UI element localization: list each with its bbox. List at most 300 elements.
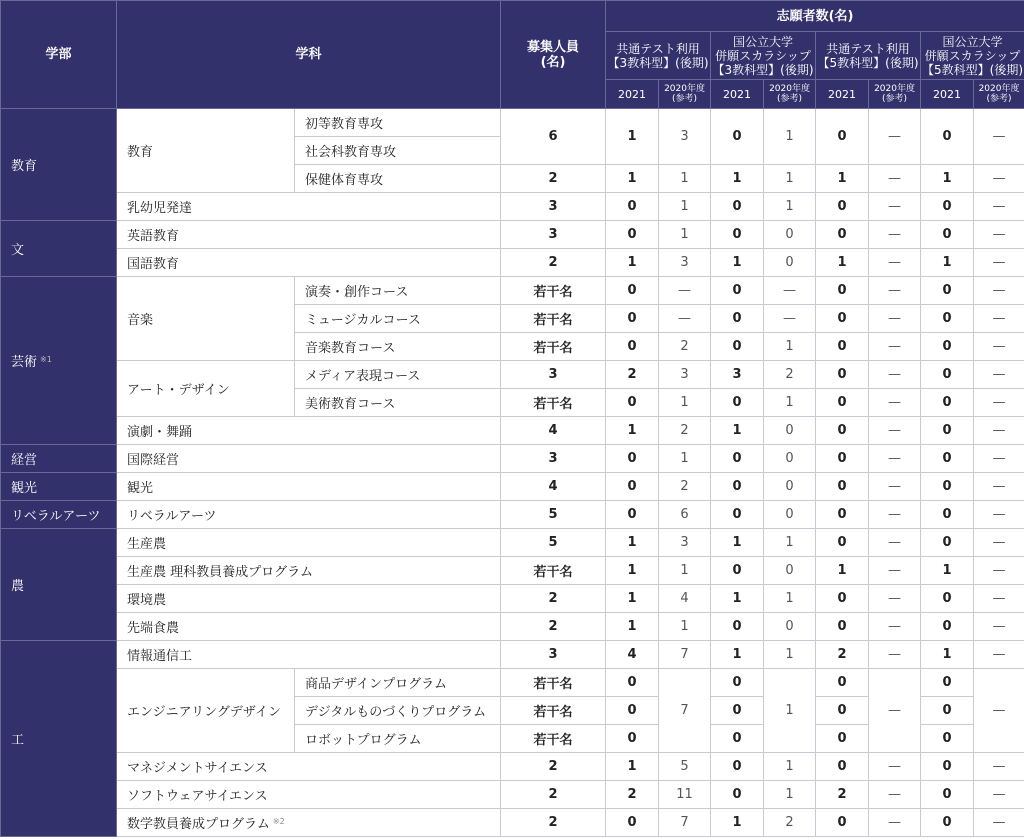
value-cell: — bbox=[764, 305, 816, 333]
sub-cell: 社会科教育専攻 bbox=[295, 137, 501, 165]
value-cell: 0 bbox=[921, 109, 974, 165]
value-cell: 0 bbox=[711, 557, 764, 585]
value-cell: 1 bbox=[764, 165, 816, 193]
capacity-cell: 3 bbox=[501, 445, 606, 473]
value-cell: 0 bbox=[606, 305, 659, 333]
capacity-cell: 5 bbox=[501, 529, 606, 557]
header-capacity-line2: (名) bbox=[540, 54, 566, 70]
capacity-cell: 若干名 bbox=[501, 277, 606, 305]
value-cell: 7 bbox=[659, 669, 711, 753]
faculty-cell: 農 bbox=[1, 529, 117, 641]
table-row bbox=[1, 613, 1024, 641]
value-cell: — bbox=[869, 501, 921, 529]
header-group-common-test-5 bbox=[816, 32, 921, 80]
value-cell: — bbox=[974, 473, 1024, 501]
year-prev-line2: (参考) bbox=[882, 94, 908, 104]
table-row bbox=[1, 557, 1024, 585]
value-cell: — bbox=[869, 361, 921, 389]
year-prev-line2: (参考) bbox=[672, 94, 698, 104]
department-cell: 乳幼児発達 bbox=[117, 193, 501, 221]
capacity-cell: 若干名 bbox=[501, 333, 606, 361]
department-cell: ソフトウェアサイエンス bbox=[117, 781, 501, 809]
value-cell: 3 bbox=[659, 361, 711, 389]
value-cell: 0 bbox=[921, 781, 974, 809]
value-cell: 0 bbox=[606, 473, 659, 501]
value-cell: 2 bbox=[659, 417, 711, 445]
value-cell: 0 bbox=[816, 305, 869, 333]
department-cell: 教育 bbox=[117, 109, 295, 193]
value-cell: 0 bbox=[711, 473, 764, 501]
table-row bbox=[1, 529, 1024, 557]
value-cell: 1 bbox=[606, 613, 659, 641]
value-cell: 0 bbox=[606, 445, 659, 473]
table-row bbox=[1, 221, 1024, 249]
value-cell: 0 bbox=[816, 361, 869, 389]
value-cell: 0 bbox=[711, 697, 764, 725]
value-cell: — bbox=[974, 109, 1024, 165]
group-line2: 【3教科型】(後期) bbox=[607, 55, 709, 70]
value-cell: — bbox=[869, 781, 921, 809]
faculty-cell: リベラルアーツ bbox=[1, 501, 117, 529]
value-cell: 2 bbox=[816, 641, 869, 669]
capacity-cell: 2 bbox=[501, 249, 606, 277]
value-cell: 1 bbox=[659, 557, 711, 585]
group-line1: 共通テスト利用 bbox=[826, 41, 910, 56]
value-cell: — bbox=[974, 277, 1024, 305]
sub-cell: 商品デザインプログラム bbox=[295, 669, 501, 697]
value-cell: — bbox=[974, 333, 1024, 361]
table-row bbox=[1, 445, 1024, 473]
value-cell: — bbox=[869, 473, 921, 501]
value-cell: 0 bbox=[711, 669, 764, 697]
value-cell: 1 bbox=[659, 445, 711, 473]
faculty-cell: 観光 bbox=[1, 473, 117, 501]
value-cell: 3 bbox=[659, 249, 711, 277]
year-prev-line2: (参考) bbox=[986, 94, 1012, 104]
value-cell: — bbox=[974, 193, 1024, 221]
department-cell: 国際経営 bbox=[117, 445, 501, 473]
value-cell: — bbox=[869, 417, 921, 445]
value-cell: 0 bbox=[711, 725, 764, 753]
year-prev-line1: 2020年度 bbox=[769, 84, 810, 94]
header-group-scholarship-3 bbox=[711, 32, 816, 80]
value-cell: 1 bbox=[606, 585, 659, 613]
value-cell: 2 bbox=[606, 781, 659, 809]
header-year-2020 bbox=[869, 80, 921, 109]
value-cell: 0 bbox=[921, 613, 974, 641]
value-cell: 1 bbox=[711, 809, 764, 837]
capacity-cell: 3 bbox=[501, 361, 606, 389]
value-cell: — bbox=[974, 529, 1024, 557]
table-row bbox=[1, 277, 1024, 305]
department-cell: リベラルアーツ bbox=[117, 501, 501, 529]
value-cell: 1 bbox=[606, 529, 659, 557]
value-cell: 0 bbox=[711, 445, 764, 473]
value-cell: 0 bbox=[816, 725, 869, 753]
capacity-cell: 4 bbox=[501, 473, 606, 501]
value-cell: 1 bbox=[659, 389, 711, 417]
value-cell: 1 bbox=[921, 249, 974, 277]
value-cell: 0 bbox=[921, 669, 974, 697]
value-cell: 0 bbox=[606, 333, 659, 361]
value-cell: — bbox=[974, 669, 1024, 753]
value-cell: 0 bbox=[921, 445, 974, 473]
sub-cell: 演奏・創作コース bbox=[295, 277, 501, 305]
sub-cell: ミュージカルコース bbox=[295, 305, 501, 333]
value-cell: 0 bbox=[711, 389, 764, 417]
year-prev-line1: 2020年度 bbox=[664, 84, 705, 94]
footnote-mark: ※1 bbox=[40, 355, 52, 364]
value-cell: 1 bbox=[606, 557, 659, 585]
capacity-cell: 5 bbox=[501, 501, 606, 529]
value-cell: 1 bbox=[764, 109, 816, 165]
faculty-cell: 文 bbox=[1, 221, 117, 277]
value-cell: 0 bbox=[921, 417, 974, 445]
header-group-scholarship-5 bbox=[921, 32, 1024, 80]
value-cell: 0 bbox=[816, 753, 869, 781]
department-cell: 観光 bbox=[117, 473, 501, 501]
value-cell: — bbox=[869, 641, 921, 669]
value-cell: 0 bbox=[921, 753, 974, 781]
department-cell: アート・デザイン bbox=[117, 361, 295, 417]
department-cell: 環境農 bbox=[117, 585, 501, 613]
value-cell: 0 bbox=[711, 333, 764, 361]
department-cell: 先端食農 bbox=[117, 613, 501, 641]
value-cell: 0 bbox=[816, 445, 869, 473]
value-cell: — bbox=[974, 501, 1024, 529]
capacity-cell: 若干名 bbox=[501, 557, 606, 585]
value-cell: 6 bbox=[659, 501, 711, 529]
value-cell: 1 bbox=[764, 641, 816, 669]
value-cell: 0 bbox=[606, 221, 659, 249]
department-cell: 演劇・舞踊 bbox=[117, 417, 501, 445]
department-cell: 国語教育 bbox=[117, 249, 501, 277]
value-cell: 4 bbox=[659, 585, 711, 613]
value-cell: 1 bbox=[711, 585, 764, 613]
value-cell: 0 bbox=[764, 613, 816, 641]
table-row bbox=[1, 109, 1024, 137]
value-cell: — bbox=[974, 585, 1024, 613]
capacity-cell: 2 bbox=[501, 165, 606, 193]
value-cell: 7 bbox=[659, 641, 711, 669]
value-cell: 1 bbox=[711, 529, 764, 557]
value-cell: 0 bbox=[711, 613, 764, 641]
value-cell: 0 bbox=[816, 333, 869, 361]
value-cell: 0 bbox=[711, 221, 764, 249]
value-cell: 0 bbox=[764, 221, 816, 249]
value-cell: 0 bbox=[921, 529, 974, 557]
value-cell: 0 bbox=[921, 697, 974, 725]
value-cell: 4 bbox=[606, 641, 659, 669]
capacity-cell: 若干名 bbox=[501, 305, 606, 333]
table-row bbox=[1, 781, 1024, 809]
value-cell: 7 bbox=[659, 809, 711, 837]
value-cell: 0 bbox=[921, 361, 974, 389]
group-line1: 共通テスト利用 bbox=[616, 41, 700, 56]
value-cell: 2 bbox=[764, 809, 816, 837]
value-cell: 0 bbox=[816, 529, 869, 557]
header-year-2021: 2021 bbox=[921, 80, 974, 109]
value-cell: 0 bbox=[921, 305, 974, 333]
value-cell: — bbox=[764, 277, 816, 305]
sub-cell: デジタルものづくりプログラム bbox=[295, 697, 501, 725]
value-cell: 11 bbox=[659, 781, 711, 809]
value-cell: 1 bbox=[606, 417, 659, 445]
value-cell: 1 bbox=[711, 165, 764, 193]
value-cell: 0 bbox=[816, 221, 869, 249]
capacity-cell: 3 bbox=[501, 221, 606, 249]
value-cell: — bbox=[869, 753, 921, 781]
value-cell: 0 bbox=[764, 417, 816, 445]
value-cell: 0 bbox=[711, 305, 764, 333]
value-cell: 2 bbox=[659, 333, 711, 361]
value-cell: — bbox=[974, 361, 1024, 389]
value-cell: 0 bbox=[606, 193, 659, 221]
value-cell: 0 bbox=[921, 221, 974, 249]
capacity-cell: 2 bbox=[501, 613, 606, 641]
value-cell: — bbox=[974, 249, 1024, 277]
faculty-cell: 工 bbox=[1, 641, 117, 837]
value-cell: — bbox=[974, 613, 1024, 641]
value-cell: 0 bbox=[764, 445, 816, 473]
value-cell: — bbox=[869, 389, 921, 417]
value-cell: — bbox=[869, 613, 921, 641]
capacity-cell: 若干名 bbox=[501, 669, 606, 697]
group-line3: 【3教科型】(後期) bbox=[712, 62, 814, 77]
faculty-cell: 経営 bbox=[1, 445, 117, 473]
value-cell: 1 bbox=[921, 641, 974, 669]
sub-cell: 美術教育コース bbox=[295, 389, 501, 417]
value-cell: — bbox=[869, 249, 921, 277]
value-cell: 0 bbox=[816, 417, 869, 445]
value-cell: — bbox=[869, 277, 921, 305]
value-cell: — bbox=[974, 557, 1024, 585]
header-year-2020 bbox=[659, 80, 711, 109]
table-row bbox=[1, 753, 1024, 781]
value-cell: — bbox=[974, 781, 1024, 809]
year-prev-line2: (参考) bbox=[777, 94, 803, 104]
value-cell: 3 bbox=[659, 109, 711, 165]
group-line2: 【5教科型】(後期) bbox=[817, 55, 919, 70]
value-cell: 0 bbox=[921, 389, 974, 417]
table-row bbox=[1, 501, 1024, 529]
value-cell: 0 bbox=[764, 473, 816, 501]
value-cell: 1 bbox=[659, 613, 711, 641]
value-cell: 1 bbox=[606, 165, 659, 193]
table-row bbox=[1, 641, 1024, 669]
sub-cell: 音楽教育コース bbox=[295, 333, 501, 361]
capacity-cell: 若干名 bbox=[501, 725, 606, 753]
value-cell: 0 bbox=[921, 277, 974, 305]
value-cell: 1 bbox=[764, 529, 816, 557]
value-cell: 1 bbox=[711, 249, 764, 277]
capacity-cell: 2 bbox=[501, 809, 606, 837]
value-cell: 0 bbox=[921, 473, 974, 501]
value-cell: 0 bbox=[921, 809, 974, 837]
value-cell: 3 bbox=[659, 529, 711, 557]
group-line2: 併願スカラシップ bbox=[715, 48, 811, 63]
value-cell: — bbox=[974, 165, 1024, 193]
capacity-cell: 2 bbox=[501, 585, 606, 613]
capacity-cell: 6 bbox=[501, 109, 606, 165]
header-year-2021: 2021 bbox=[711, 80, 764, 109]
value-cell: 1 bbox=[764, 669, 816, 753]
sub-cell: 保健体育専攻 bbox=[295, 165, 501, 193]
value-cell: 0 bbox=[711, 277, 764, 305]
value-cell: 0 bbox=[816, 501, 869, 529]
department-cell: 音楽 bbox=[117, 277, 295, 361]
value-cell: 1 bbox=[764, 193, 816, 221]
group-line2: 併願スカラシップ bbox=[924, 48, 1021, 63]
header-applicants: 志願者数(名) bbox=[606, 1, 1024, 32]
department-cell bbox=[117, 809, 501, 837]
value-cell: — bbox=[869, 221, 921, 249]
value-cell: 0 bbox=[816, 697, 869, 725]
value-cell: 0 bbox=[816, 613, 869, 641]
value-cell: 0 bbox=[711, 501, 764, 529]
year-prev-line1: 2020年度 bbox=[978, 84, 1020, 94]
group-line1: 国公立大学 bbox=[733, 34, 794, 49]
value-cell: — bbox=[974, 445, 1024, 473]
value-cell: 1 bbox=[764, 389, 816, 417]
value-cell: 2 bbox=[659, 473, 711, 501]
capacity-cell: 4 bbox=[501, 417, 606, 445]
value-cell: — bbox=[974, 305, 1024, 333]
table-row bbox=[1, 585, 1024, 613]
header-faculty: 学部 bbox=[1, 1, 117, 109]
footnote-mark: ※2 bbox=[272, 817, 285, 826]
value-cell: 0 bbox=[921, 333, 974, 361]
value-cell: 1 bbox=[606, 109, 659, 165]
value-cell: 0 bbox=[764, 557, 816, 585]
capacity-cell: 若干名 bbox=[501, 697, 606, 725]
value-cell: 1 bbox=[921, 557, 974, 585]
header-year-2021: 2021 bbox=[606, 80, 659, 109]
value-cell: 2 bbox=[606, 361, 659, 389]
value-cell: 0 bbox=[711, 753, 764, 781]
value-cell: — bbox=[869, 109, 921, 165]
table-row bbox=[1, 809, 1024, 837]
value-cell: — bbox=[869, 333, 921, 361]
value-cell: 1 bbox=[659, 193, 711, 221]
value-cell: — bbox=[974, 753, 1024, 781]
value-cell: 0 bbox=[711, 193, 764, 221]
value-cell: 0 bbox=[764, 249, 816, 277]
department-cell: 生産農 理科教員養成プログラム bbox=[117, 557, 501, 585]
department-cell: エンジニアリングデザイン bbox=[117, 669, 295, 753]
value-cell: 1 bbox=[764, 753, 816, 781]
value-cell: 1 bbox=[816, 557, 869, 585]
capacity-cell: 2 bbox=[501, 781, 606, 809]
header-year-2021: 2021 bbox=[816, 80, 869, 109]
value-cell: 0 bbox=[606, 697, 659, 725]
value-cell: — bbox=[869, 165, 921, 193]
table-row bbox=[1, 669, 1024, 697]
header-capacity bbox=[501, 1, 606, 109]
value-cell: 0 bbox=[816, 193, 869, 221]
value-cell: 1 bbox=[764, 781, 816, 809]
value-cell: 0 bbox=[816, 277, 869, 305]
value-cell: — bbox=[869, 529, 921, 557]
value-cell: 0 bbox=[921, 193, 974, 221]
value-cell: 1 bbox=[711, 417, 764, 445]
value-cell: 2 bbox=[816, 781, 869, 809]
value-cell: — bbox=[869, 445, 921, 473]
value-cell: 0 bbox=[816, 809, 869, 837]
value-cell: 1 bbox=[816, 249, 869, 277]
value-cell: 0 bbox=[764, 501, 816, 529]
department-cell: 情報通信工 bbox=[117, 641, 501, 669]
value-cell: — bbox=[974, 417, 1024, 445]
value-cell: 1 bbox=[711, 641, 764, 669]
value-cell: 1 bbox=[764, 585, 816, 613]
sub-cell: 初等教育専攻 bbox=[295, 109, 501, 137]
faculty-label: 芸術 bbox=[11, 355, 38, 370]
department-label: 数学教員養成プログラム bbox=[127, 817, 270, 832]
value-cell: — bbox=[869, 305, 921, 333]
value-cell: 0 bbox=[606, 501, 659, 529]
department-cell: 生産農 bbox=[117, 529, 501, 557]
value-cell: 0 bbox=[921, 501, 974, 529]
header-year-2020 bbox=[764, 80, 816, 109]
value-cell: 0 bbox=[816, 109, 869, 165]
department-cell: 英語教育 bbox=[117, 221, 501, 249]
value-cell: — bbox=[974, 809, 1024, 837]
value-cell: 5 bbox=[659, 753, 711, 781]
value-cell: 0 bbox=[606, 277, 659, 305]
sub-cell: ロボットプログラム bbox=[295, 725, 501, 753]
value-cell: 1 bbox=[816, 165, 869, 193]
faculty-cell: 教育 bbox=[1, 109, 117, 221]
value-cell: 1 bbox=[606, 249, 659, 277]
value-cell: 0 bbox=[816, 585, 869, 613]
year-prev-line1: 2020年度 bbox=[874, 84, 915, 94]
header-capacity-line1: 募集人員 bbox=[527, 39, 580, 55]
group-line1: 国公立大学 bbox=[942, 34, 1003, 49]
header-department: 学科 bbox=[117, 1, 501, 109]
value-cell: 0 bbox=[606, 669, 659, 697]
table-row bbox=[1, 193, 1024, 221]
faculty-cell bbox=[1, 277, 117, 445]
value-cell: 0 bbox=[606, 809, 659, 837]
value-cell: 2 bbox=[764, 361, 816, 389]
value-cell: — bbox=[869, 585, 921, 613]
value-cell: 0 bbox=[606, 725, 659, 753]
capacity-cell: 3 bbox=[501, 193, 606, 221]
table-row bbox=[1, 249, 1024, 277]
value-cell: — bbox=[869, 809, 921, 837]
table-row bbox=[1, 473, 1024, 501]
group-line3: 【5教科型】(後期) bbox=[922, 62, 1024, 77]
table-row bbox=[1, 417, 1024, 445]
value-cell: 0 bbox=[921, 585, 974, 613]
value-cell: 1 bbox=[606, 753, 659, 781]
value-cell: 1 bbox=[921, 165, 974, 193]
value-cell: — bbox=[869, 557, 921, 585]
capacity-cell: 2 bbox=[501, 753, 606, 781]
value-cell: — bbox=[974, 389, 1024, 417]
value-cell: — bbox=[974, 641, 1024, 669]
value-cell: 0 bbox=[816, 473, 869, 501]
value-cell: 0 bbox=[711, 109, 764, 165]
capacity-cell: 3 bbox=[501, 641, 606, 669]
sub-cell: メディア表現コース bbox=[295, 361, 501, 389]
header-year-2020 bbox=[974, 80, 1024, 109]
value-cell: 0 bbox=[921, 725, 974, 753]
header-group-common-test-3 bbox=[606, 32, 711, 80]
table-row bbox=[1, 361, 1024, 389]
value-cell: — bbox=[869, 193, 921, 221]
